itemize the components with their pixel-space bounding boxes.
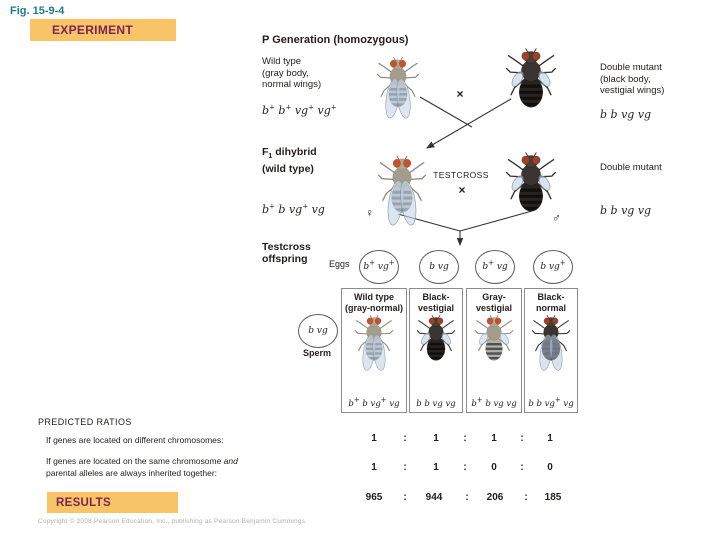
ratio-value: 1 — [433, 462, 439, 473]
testcross-cross-symbol: × — [458, 183, 466, 197]
wild-type-label-line2: (gray body, — [262, 67, 309, 79]
egg-genotype-4: b vg+ — [540, 259, 566, 272]
egg-genotype-2: b vg — [429, 262, 449, 272]
colon-separator: : — [403, 433, 407, 444]
p-double-mutant-label — [600, 62, 664, 97]
offspring-phenotype-4-line2: normal — [535, 302, 566, 313]
f1-label-subscript: 1 — [268, 153, 273, 161]
offspring-genotype-1: b+ b vg+ vg — [348, 396, 400, 409]
offspring-phenotype-4-line1: Black- — [537, 292, 565, 302]
testcross-label: TESTCROSS — [433, 170, 489, 180]
f1-label-f: F — [262, 146, 269, 158]
offspring-phenotype-3 — [476, 292, 512, 313]
colon-separator: : — [524, 492, 528, 503]
result-value: 206 — [486, 492, 504, 503]
colon-separator: : — [520, 433, 524, 444]
eggs-label: Eggs — [329, 259, 350, 269]
f1-label-line2: (wild type) — [262, 163, 314, 176]
ratio-value: 1 — [433, 433, 439, 444]
ratio-condition-1-text: If genes are located on different chromosomes: — [46, 435, 224, 445]
p-double-mutant-fly-illustration — [505, 45, 557, 127]
male-symbol: ♂ — [552, 211, 561, 225]
f1-double-mutant-label: Double mutant — [600, 162, 662, 173]
ratio-value: 1 — [491, 433, 497, 444]
result-value: 944 — [425, 492, 443, 503]
sperm-genotype: b vg — [308, 326, 328, 336]
offspring-phenotype-2-line2: vestigial — [417, 302, 455, 313]
f1-double-mutant-genotype: b b vg vg — [600, 204, 652, 217]
f1-genotype: b+ b vg+ vg — [262, 202, 325, 216]
egg-circle-2 — [419, 250, 459, 284]
ratio-value: 0 — [547, 462, 553, 473]
egg-circle-1 — [359, 250, 399, 284]
results-banner: RESULTS — [47, 492, 178, 513]
ratio-value: 1 — [371, 462, 377, 473]
ratio-condition-2 — [46, 456, 258, 479]
p-double-mutant-label-line2: (black body, — [600, 73, 651, 85]
offspring-phenotype-4 — [536, 292, 566, 313]
colon-separator: : — [403, 462, 407, 473]
p-cross-symbol: × — [456, 87, 464, 101]
testcross-offspring-label — [262, 241, 311, 265]
copyright-line: Copyright © 2008 Pearson Education, Inc., publishing as Pearson Benjamin Cummings. — [38, 518, 308, 525]
offspring-cell-black-normal — [524, 288, 578, 413]
colon-separator: : — [463, 462, 467, 473]
ratio-value: 1 — [547, 433, 553, 444]
p-double-mutant-label-line3: vestigial wings) — [600, 85, 665, 96]
result-value: 185 — [544, 492, 562, 503]
colon-separator: : — [403, 492, 407, 503]
p-wild-type-fly-illustration — [375, 56, 421, 122]
p-generation-title: P Generation (homozygous) — [262, 34, 409, 46]
offspring-phenotype-1-line1: Wild type — [354, 292, 394, 302]
offspring-fly-3 — [474, 314, 514, 374]
p-wild-type-genotype: b+ b+ vg+ vg+ — [262, 103, 337, 117]
f1-female-fly-illustration — [377, 154, 427, 230]
egg-genotype-1: b+ vg+ — [363, 259, 395, 272]
testcross-offspring-line1: Testcross — [262, 241, 311, 253]
ratio-condition-2-text2: parental alleles are always inherited together: — [46, 467, 218, 478]
predicted-ratios-title: PREDICTED RATIOS — [38, 417, 132, 427]
p-double-mutant-label-line1: Double mutant — [600, 62, 662, 73]
offspring-phenotype-2-line1: Black- — [422, 292, 450, 302]
wild-type-label-line1: Wild type — [262, 56, 302, 67]
ratio-condition-2-italic: and — [223, 456, 238, 466]
f1-dihybrid-label — [262, 146, 317, 175]
ratio-value: 1 — [371, 433, 377, 444]
wild-type-label-line3: normal wings) — [262, 79, 322, 90]
offspring-phenotype-1 — [345, 292, 403, 313]
offspring-genotype-2: b b vg vg — [416, 399, 456, 409]
female-symbol: ♀ — [365, 206, 374, 220]
sperm-label: Sperm — [302, 348, 331, 358]
offspring-fly-1 — [354, 314, 394, 374]
offspring-fly-4 — [531, 314, 571, 374]
offspring-genotype-4: b b vg+ vg — [528, 396, 574, 409]
colon-separator: : — [463, 433, 467, 444]
offspring-phenotype-3-line1: Gray- — [482, 292, 506, 302]
colon-separator: : — [520, 462, 524, 473]
experiment-banner: EXPERIMENT — [30, 19, 176, 41]
offspring-genotype-3: b+ b vg vg — [471, 396, 517, 409]
wild-type-label — [262, 56, 321, 91]
offspring-fly-2 — [416, 314, 456, 374]
ratio-condition-2-text1: If genes are located on the same chromosome — [46, 456, 224, 466]
offspring-phenotype-1-line2: (gray-normal) — [344, 302, 403, 313]
egg-genotype-3: b+ vg — [482, 259, 508, 272]
result-value: 965 — [365, 492, 383, 503]
f1-label-rest: dihybrid — [272, 146, 317, 158]
ratio-value: 0 — [491, 462, 497, 473]
egg-circle-4 — [533, 250, 573, 284]
offspring-phenotype-2 — [418, 292, 454, 313]
offspring-cell-wild-type — [341, 288, 407, 413]
p-double-mutant-genotype: b b vg vg — [600, 108, 652, 121]
offspring-cell-black-vestigial — [409, 288, 463, 413]
offspring-phenotype-3-line2: vestigial — [475, 302, 513, 313]
ratio-condition-1 — [46, 435, 276, 447]
egg-circle-3 — [475, 250, 515, 284]
sperm-circle — [298, 314, 338, 348]
offspring-cell-gray-vestigial — [466, 288, 522, 413]
figure-number-label: Fig. 15-9-4 — [10, 5, 65, 17]
f1-male-fly-illustration — [505, 149, 557, 231]
testcross-offspring-line2: offspring — [262, 253, 308, 265]
colon-separator: : — [465, 492, 469, 503]
